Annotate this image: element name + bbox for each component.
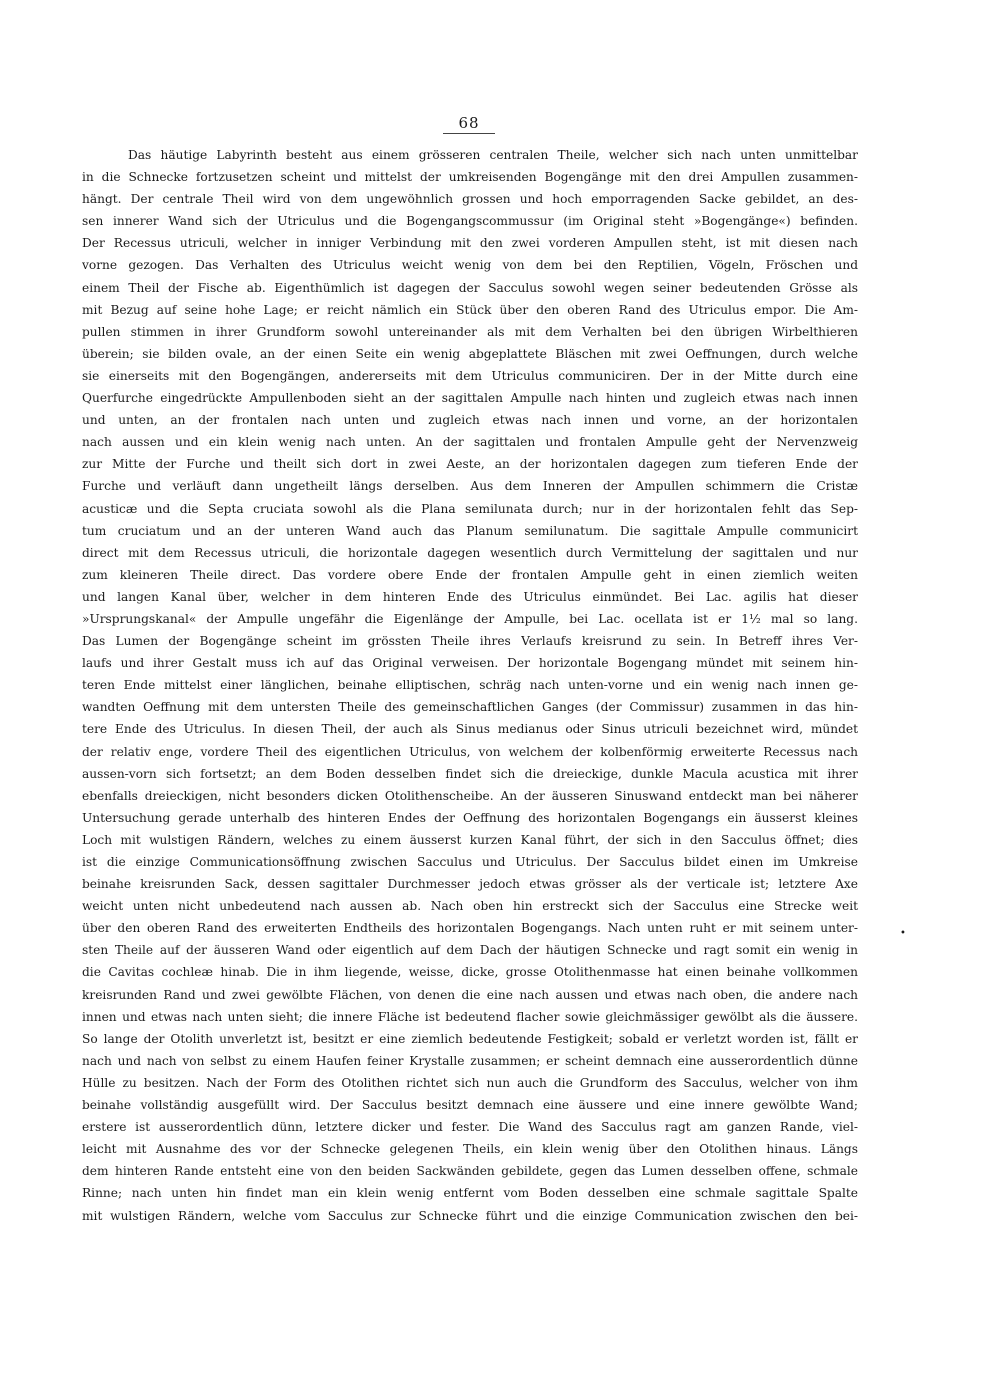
text-line: sten Theile auf der äusseren Wand oder eigentlich auf dem Dach der häutigen Schnecke und ragt somit ein wenig in: [82, 943, 858, 958]
margin-dot: •: [900, 928, 906, 939]
text-line: Hülle zu besitzen. Nach der Form des Otolithen richtet sich nun auch die Grundform des Sacculus, welcher von ihm: [82, 1075, 858, 1090]
text-line: überein; sie bilden ovale, an der einen Seite ein wenig abgeplattete Bläschen mit zwei Oeffnungen, durch welche: [82, 346, 858, 361]
page-number: 68: [458, 114, 480, 132]
text-line: Loch mit wulstigen Rändern, welches zu einem äusserst kurzen Kanal führt, der sich in den Sacculus öffnet; dies: [82, 832, 858, 847]
text-line: tere Ende des Utriculus. In diesen Theil, der auch als Sinus medianus oder Sinus utriculi bezeichnet wird, mündet: [82, 722, 858, 737]
body-text: [82, 144, 858, 1227]
text-line: der relativ enge, vordere Theil des eigentlichen Utriculus, von welchem der kolbenförmig erweiterte Recessus nach: [82, 744, 858, 759]
text-line: Furche und verläuft dann ungetheilt längs derselben. Aus dem Inneren der Ampullen schimmern die Cristæ: [82, 479, 858, 494]
text-line: Der Recessus utriculi, welcher in inniger Verbindung mit den zwei vorderen Ampullen steht, ist mit diesen nach: [82, 236, 858, 251]
text-line: mit Bezug auf seine hohe Lage; er reicht nämlich ein Stück über den oberen Rand des Utriculus empor. Die Am-: [82, 302, 858, 317]
text-line: einem Theil der Fische ab. Eigenthümlich ist dagegen der Sacculus sowohl wegen seiner bedeutenden Grösse als: [82, 280, 858, 295]
text-line: dem hinteren Rande entsteht eine von den beiden Sackwänden gebildete, gegen das Lumen desselben offene, schmale: [82, 1164, 858, 1179]
text-line: und langen Kanal über, welcher in dem hinteren Ende des Utriculus einmündet. Bei Lac. agilis hat dieser: [82, 589, 858, 604]
text-line: zum kleineren Theile direct. Das vordere obere Ende der frontalen Ampulle geht in einen ziemlich weiten: [82, 567, 858, 582]
text-line: leicht mit Ausnahme des vor der Schnecke gelegenen Theils, ein klein wenig über den Otolithen hinaus. Längs: [82, 1142, 858, 1157]
text-line: in die Schnecke fortzusetzen scheint und mittelst der umkreisenden Bogengänge mit den drei Ampullen zusammen-: [82, 170, 858, 185]
text-line: sie einerseits mit den Bogengängen, andererseits mit dem Utriculus communiciren. Der in der Mitte durch eine: [82, 368, 858, 383]
text-line: und unten, an der frontalen nach unten und zugleich etwas nach innen und vorne, an der horizontalen: [82, 413, 858, 428]
text-line: nach aussen und ein klein wenig nach unten. An der sagittalen und frontalen Ampulle geht der Nervenzweig: [82, 435, 858, 450]
text-line: laufs und ihrer Gestalt muss ich auf das Original verweisen. Der horizontale Bogengang mündet mit seinem hin-: [82, 656, 858, 671]
text-line: kreisrunden Rand und zwei gewölbte Flächen, von denen die eine nach aussen und etwas nach oben, die andere nach: [82, 987, 858, 1002]
text-line: innen und etwas nach unten sieht; die innere Fläche ist bedeutend flacher sowie gleichmässiger gewölbt als die äussere.: [82, 1009, 858, 1024]
text-line: hängt. Der centrale Theil wird von dem ungewöhnlich grossen und hoch emporragenden Sacke gebildet, an des-: [82, 192, 858, 207]
text-line: beinahe kreisrunden Sack, dessen sagittaler Durchmesser jedoch etwas grösser als der verticale ist; letztere Axe: [82, 877, 858, 892]
text-line: erstere ist ausserordentlich dünn, letztere dicker und fester. Die Wand des Sacculus ragt am ganzen Rande, viel-: [82, 1120, 858, 1135]
text-line: Querfurche eingedrückte Ampullenboden sieht an der sagittalen Ampulle nach hinten und zugleich etwas nach innen: [82, 391, 858, 406]
text-line: ebenfalls dreieckigen, nicht besonders dicken Otolithenscheibe. An der äusseren Sinuswand entdeckt man bei näherer: [82, 788, 858, 803]
header-rule: [443, 133, 495, 134]
text-line: tum cruciatum und an der unteren Wand auch das Planum semilunatum. Die sagittale Ampulle communicirt: [82, 523, 858, 538]
text-line: nach und nach von selbst zu einem Haufen feiner Krystalle zusammen; er scheint demnach eine ausserordentlich dünne: [82, 1053, 858, 1068]
text-line: die Cavitas cochleæ hinab. Die in ihm liegende, weisse, dicke, grosse Otolithenmasse hat einen beinahe vollkommen: [82, 965, 858, 980]
text-line: acusticæ und die Septa cruciata sowohl als die Plana semilunata durch; nur in der horizontalen fehlt das Sep-: [82, 501, 858, 516]
text-line: pullen stimmen in ihrer Grundform sowohl untereinander als mit dem Verhalten bei den übrigen Wirbelthieren: [82, 324, 858, 339]
text-line: Rinne; nach unten hin findet man ein klein wenig entfernt vom Boden desselben eine schmale sagittale Spalte: [82, 1186, 858, 1201]
text-line: Das häutige Labyrinth besteht aus einem grösseren centralen Theile, welcher sich nach unten unmittelbar: [128, 148, 858, 162]
text-line: ist die einzige Communicationsöffnung zwischen Sacculus und Utriculus. Der Sacculus bildet einen im Umkreise: [82, 855, 858, 869]
text-line: weicht unten nicht unbedeutend nach aussen ab. Nach oben hin erstreckt sich der Sacculus eine Strecke weit: [82, 899, 858, 914]
text-line: So lange der Otolith unverletzt ist, besitzt er eine ziemlich bedeutende Festigkeit; sobald er verletzt worden ist, fällt er: [82, 1031, 858, 1046]
text-line: wandten Oeffnung mit dem untersten Theile des gemeinschaftlichen Ganges (der Commissur) zusammen in das hin-: [82, 700, 858, 715]
text-line: aussen-vorn sich fortsetzt; an dem Boden desselben findet sich die dreieckige, dunkle Macula acustica mit ihrer: [82, 766, 858, 781]
text-line: über den oberen Rand des erweiterten Endtheils des horizontalen Bogengangs. Nach unten ruht er mit seinem unter-: [82, 921, 858, 936]
text-line: Das Lumen der Bogengänge scheint im grössten Theile ihres Verlaufs kreisrund zu sein. In Betreff ihres Ver-: [82, 634, 858, 649]
text-line: sen innerer Wand sich der Utriculus und die Bogengangscommussur (im Original steht »Bogengänge«) befinden.: [82, 214, 858, 229]
text-line: »Ursprungskanal« der Ampulle ungefähr die Eigenlänge der Ampulle, bei Lac. ocellata ist er 1½ mal so lang.: [82, 611, 858, 626]
text-line: teren Ende mittelst einer länglichen, beinahe elliptischen, schräg nach unten-vorne und ein wenig nach innen ge-: [82, 678, 858, 693]
text-line: vorne gezogen. Das Verhalten des Utriculus weicht wenig von dem bei den Reptilien, Vögeln, Fröschen und: [82, 258, 858, 273]
text-line: direct mit dem Recessus utriculi, die horizontale dagegen wesentlich durch Vermittelung der sagittalen und nur: [82, 545, 858, 560]
text-line: Untersuchung gerade unterhalb des hinteren Endes der Oeffnung des horizontalen Bogengangs ein äusserst kleines: [82, 810, 858, 825]
text-line: beinahe vollständig ausgefüllt wird. Der Sacculus besitzt demnach eine äussere und eine innere gewölbte Wand;: [82, 1098, 858, 1113]
text-line: mit wulstigen Rändern, welche vom Sacculus zur Schnecke führt und die einzige Communication zwischen den bei-: [82, 1208, 858, 1223]
text-line: zur Mitte der Furche und theilt sich dort in zwei Aeste, an der horizontalen dagegen zum tieferen Ende der: [82, 457, 858, 472]
